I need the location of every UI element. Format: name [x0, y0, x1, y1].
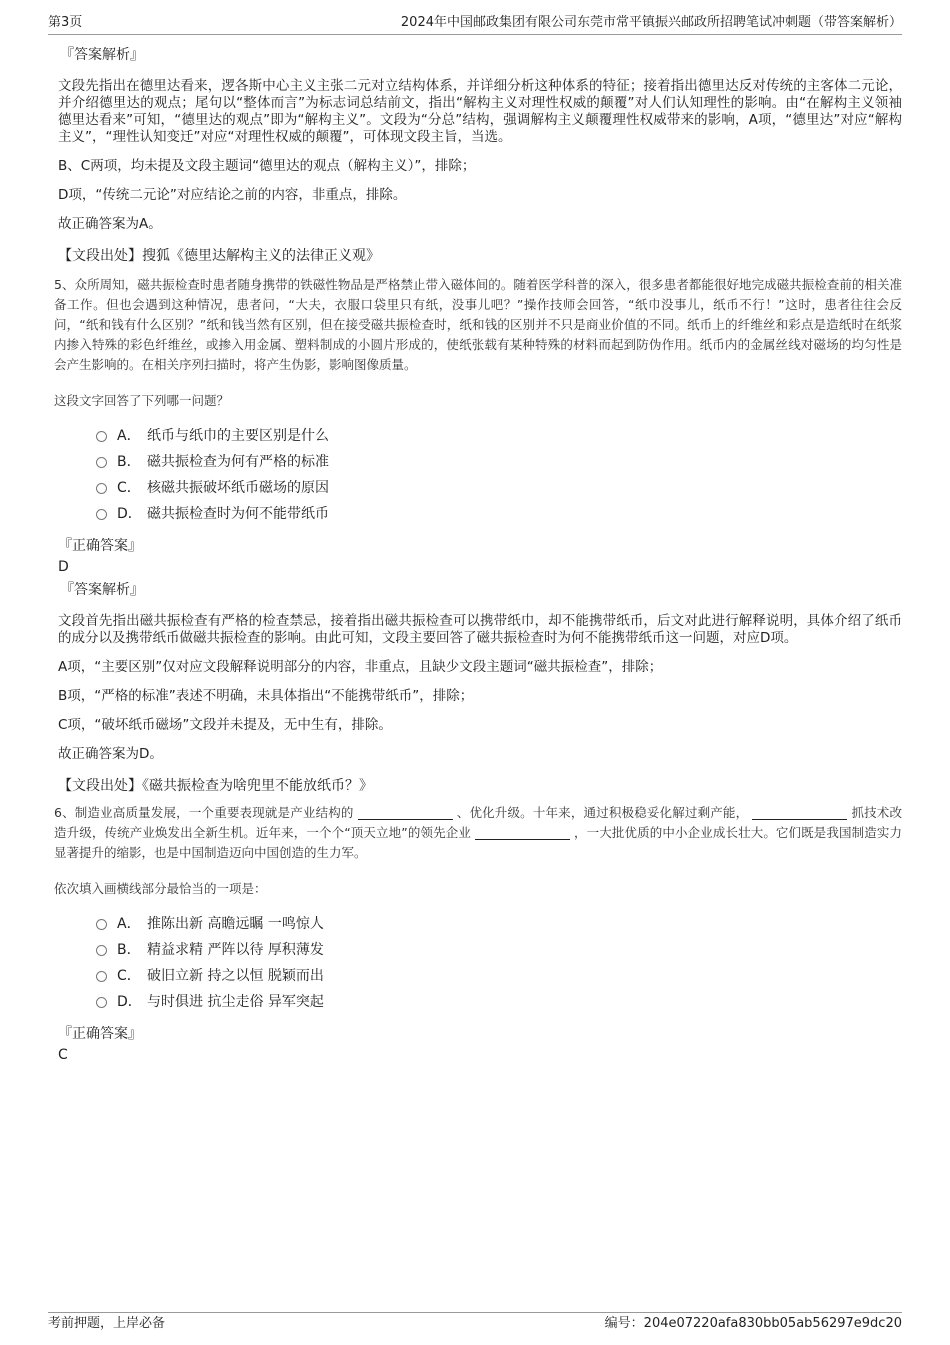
radio-icon[interactable]: [96, 919, 107, 930]
analysis-paragraph: 故正确答案为D。: [58, 746, 163, 762]
option-d[interactable]: D． 与时俱进 抗尘走俗 异军突起: [96, 989, 902, 1015]
correct-answer: D: [58, 559, 69, 575]
correct-answer-tag: 『正确答案』: [58, 538, 142, 554]
page-header: [48, 12, 902, 35]
radio-icon[interactable]: [96, 483, 107, 494]
question-prompt: 这段文字回答了下列哪一问题？: [54, 393, 230, 408]
option-c[interactable]: C． 破旧立新 持之以恒 脱颖而出: [96, 963, 902, 989]
radio-icon[interactable]: [96, 457, 107, 468]
analysis-paragraph: B、C两项，均未提及文段主题词“德里达的观点（解构主义）”，排除；: [58, 158, 476, 174]
analysis-tag: 『答案解析』: [60, 47, 144, 63]
option-list: [96, 911, 902, 1015]
source-citation: 【文段出处】搜狐《德里达解构主义的法律正义观》: [58, 248, 380, 264]
analysis-paragraph: 文段首先指出磁共振检查有严格的检查禁忌，接着指出磁共振检查可以携带纸巾，却不能携带纸币，后文对此进行解释说明，具体介绍了纸币的成分以及携带纸币做磁共振检查的影响。由此可知，文段主要回答了磁共振检查时为何不能携带纸币这一问题，对应D项。: [58, 613, 902, 646]
radio-icon[interactable]: [96, 431, 107, 442]
option-list: [96, 423, 902, 527]
question-stem: 5、众所周知，磁共振检查时患者随身携带的铁磁性物品是严格禁止带入磁体间的。随着医学科普的深入，很多患者都能很好地完成磁共振检查前的相关准备工作。但也会遇到这种情况，患者问，“大夫，衣服口袋里只有纸，没事儿吧？”操作技师会回答，“纸巾没事儿，纸币不行！”这时，患者往往会反问，“纸和钱有什么区别？”纸和钱当然有区别，但在接受磁共振检查时，纸和钱的区别并不只是商业价值的不同。纸币上的纤维丝和彩点是造纸时在纸浆内掺入特殊的彩色纤维丝，或掺入用金属、塑料制成的小圆片形成的，使纸张载有某种特殊的材料而起到防伪作用。纸币内的金属丝线对磁场的均匀性是会产生影响的。在相关序列扫描时，将产生伪影，影响图像质量。: [54, 277, 902, 372]
analysis-paragraph: C项，“破坏纸币磁场”文段并未提及，无中生有，排除。: [58, 717, 392, 733]
option-c[interactable]: C． 核磁共振破坏纸币磁场的原因: [96, 475, 902, 501]
radio-icon[interactable]: [96, 945, 107, 956]
analysis-paragraph: 故正确答案为A。: [58, 216, 162, 232]
radio-icon[interactable]: [96, 971, 107, 982]
page-content: [56, 44, 902, 1067]
page-footer: [48, 1312, 902, 1333]
source-citation: 【文段出处】《磁共振检查为啥兜里不能放纸币？》: [58, 778, 373, 794]
fill-blank-2: [752, 805, 847, 820]
fill-blank-3: [475, 825, 570, 840]
analysis-tag: 『答案解析』: [60, 582, 144, 598]
document-code: 编号：204e07220afa830bb05ab56297e9dc20: [604, 1316, 902, 1331]
correct-answer: C: [58, 1047, 68, 1063]
analysis-paragraph: A项，“主要区别”仅对应文段解释说明部分的内容，非重点，且缺少文段主题词“磁共振检查”，排除；: [58, 659, 663, 675]
question-6: [56, 803, 902, 1063]
correct-answer-tag: 『正确答案』: [58, 1026, 142, 1042]
radio-icon[interactable]: [96, 997, 107, 1008]
radio-icon[interactable]: [96, 509, 107, 520]
analysis-paragraph: 文段先指出在德里达看来，逻各斯中心主义主张二元对立结构体系，并详细分析这种体系的特征；接着指出德里达反对传统的主客体二元论，并介绍德里达的观点；尾句以“整体而言”为标志词总结前文，指出“解构主义对理性权威的颠覆”对人们认知理性的影响。由“在解构主义领袖德里达看来”可知，“德里达的观点”即为“解构主义”。文段为“分总”结构，强调解构主义颠覆理性权威带来的影响，A项，“德里达”对应“解构主义”，“理性认知变迁”对应“对理性权威的颠覆”，可体现文段主旨，当选。: [58, 78, 902, 145]
question-stem: 6、制造业高质量发展，一个重要表现就是产业结构的 、优化升级。十年来，通过积极稳妥化解过剩产能， 抓技术改造升级，传统产业焕发出全新生机。近年来，一个个“顶天立地”的领先企业 ，一大批优质的中小企业成长壮大。它们既是我国制造实力显著提升的缩影，也是中国制造迈向中国创造的生力军。: [54, 805, 902, 860]
question-prompt: 依次填入画横线部分最恰当的一项是：: [54, 881, 267, 896]
analysis-paragraph: D项，“传统二元论”对应结论之前的内容，非重点，排除。: [58, 187, 407, 203]
document-title: 2024年中国邮政集团有限公司东莞市常平镇振兴邮政所招聘笔试冲刺题（带答案解析）: [400, 15, 902, 30]
page-number: 第3页: [48, 15, 83, 30]
question-4-analysis: [56, 44, 902, 265]
option-d[interactable]: D． 磁共振检查时为何不能带纸币: [96, 501, 902, 527]
fill-blank-1: [358, 805, 453, 820]
question-5: [56, 275, 902, 795]
option-b[interactable]: B． 精益求精 严阵以待 厚积薄发: [96, 937, 902, 963]
option-b[interactable]: B． 磁共振检查为何有严格的标准: [96, 449, 902, 475]
option-a[interactable]: A． 推陈出新 高瞻远瞩 一鸣惊人: [96, 911, 902, 937]
option-a[interactable]: A． 纸币与纸巾的主要区别是什么: [96, 423, 902, 449]
footer-slogan: 考前押题，上岸必备: [48, 1316, 166, 1331]
analysis-paragraph: B项，“严格的标准”表述不明确，未具体指出“不能携带纸币”，排除；: [58, 688, 474, 704]
